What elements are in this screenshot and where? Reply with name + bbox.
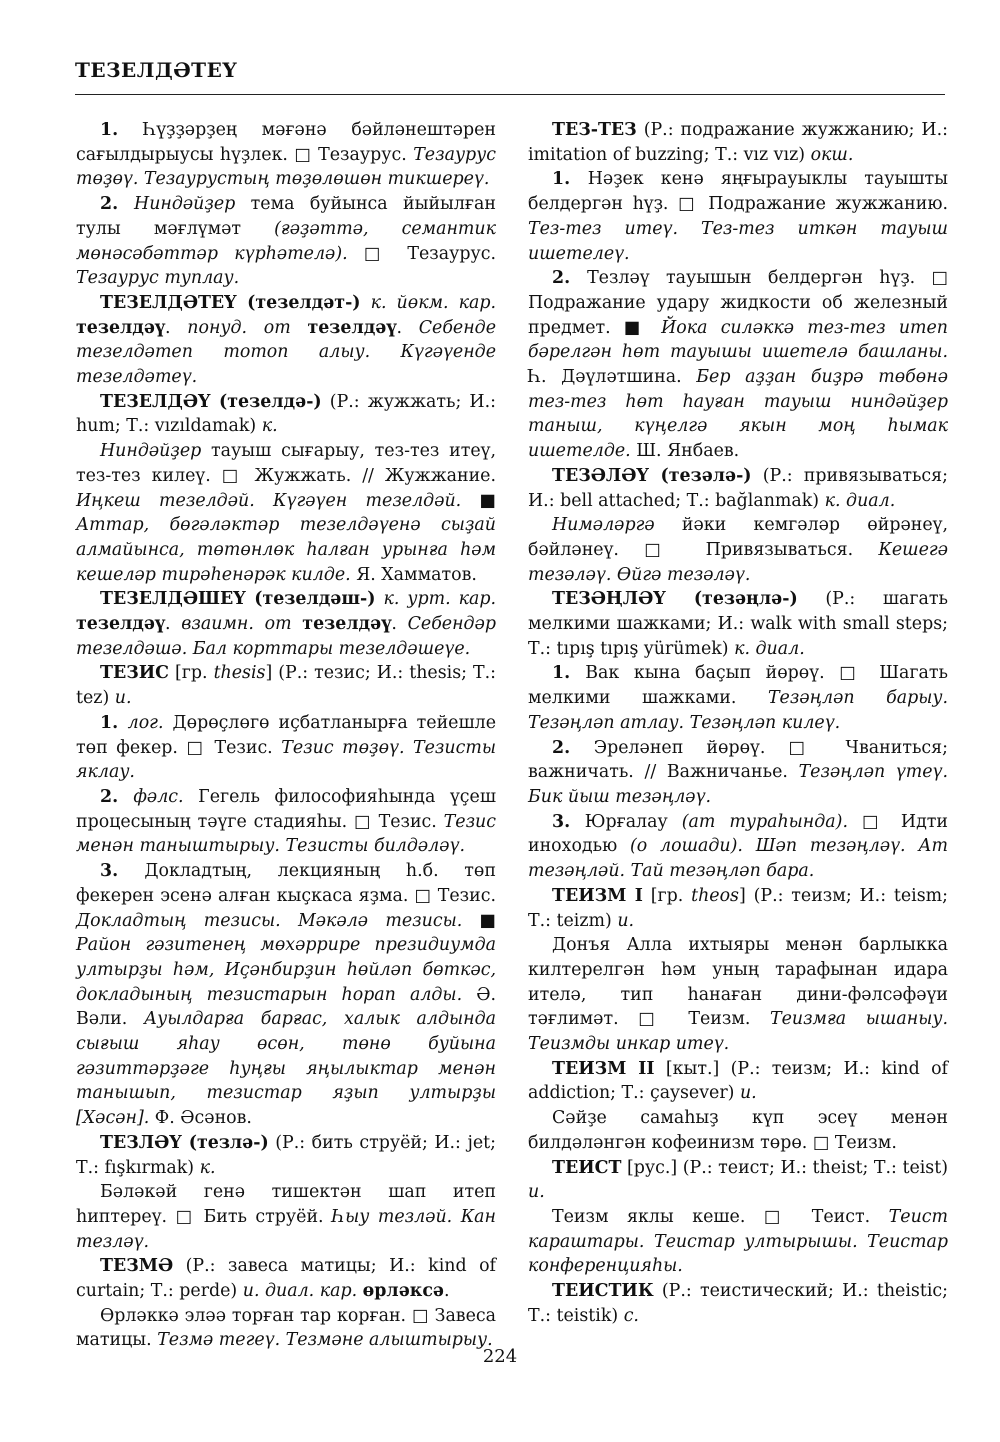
body-text: . (443, 1281, 450, 1302)
headword-text: ТЕЗЕЛДӘШЕҮ (тезелдәш-) (100, 589, 376, 610)
headword-text: ТЕЗ-ТЕЗ (552, 120, 637, 140)
body-text: (Р.: шагать мелкими шажками; И.: walk with small steps; Т.: tıpış tıpış yürümek) (528, 589, 948, 659)
dictionary-paragraph (528, 167, 948, 266)
body-text: ■ (462, 910, 496, 931)
italic-text: Бер аҙҙан биҙрә төбөнә тез-тез һөт һауған тауыш ниндәйҙер таныш, күңелгә якын моң һымак ишетелде. (528, 367, 949, 462)
body-text: Вак кына баҫып йөрөү. □ Шагать мелкими шажками. (528, 663, 948, 709)
dictionary-paragraph (76, 439, 496, 587)
body-text: . (165, 317, 188, 338)
body-text: Дөрөҫлөгө иҫбатланырға тейешле төп фекер. □ Тезис. (76, 712, 496, 758)
italic-text: и. (739, 1083, 757, 1104)
italic-text: фәлс. (133, 786, 184, 807)
italic-text: thesis (213, 663, 266, 684)
italic-text: (ғәҙәттә, семантик мөнәсәбәттәр күрһәтелә). (76, 218, 496, 264)
dictionary-paragraph (528, 587, 948, 661)
body-text: Һүҙҙәрҙең мәғәнә бәйләнештәрен сағылдырыусы һүҙлек. □ Тезаурус. (76, 120, 496, 165)
body-text: (Р.: подражание жужжанию; И.: imitation of buzzing; Т.: vız vız) (528, 120, 948, 165)
headword-text: ТЕЗЕЛДӘТЕҮ (тезелдәт-) (100, 292, 361, 313)
italic-text: Ниндәйҙер (100, 441, 202, 462)
dictionary-paragraph (528, 1205, 948, 1279)
body-text: [гр. (642, 885, 692, 906)
italic-text: Кешегә тезәләү. Өйгә тезәләү. (528, 539, 948, 585)
headword-text: ТЕЗӘҢЛӘҮ (тезәңлә-) (552, 589, 798, 610)
italic-text: Тезәңләп үтеү. Бик йыш тезәңләү. (528, 762, 948, 807)
headword-text: ТЕЗМӘ (100, 1256, 174, 1277)
headword-text: тезелдәү (76, 614, 166, 635)
dictionary-paragraph (528, 266, 948, 464)
headword-text: 2. (552, 737, 594, 758)
italic-text: лог. (127, 712, 164, 733)
body-text: [гр. (169, 663, 214, 684)
body-text: Теизм яклы кеше. □ Теист. (552, 1206, 889, 1227)
italic-text: Тезис менән таныштырыу. Тезисты билдәләү. (76, 811, 496, 857)
body-text: Өрләккә эләә торған тар корған. □ Завеса матицы. (76, 1305, 496, 1351)
header-rule (75, 94, 945, 95)
body-text: тема буйынса йыйылған тулы мәғлүмәт (76, 194, 496, 239)
body-text (743, 836, 756, 856)
dictionary-paragraph (528, 736, 948, 810)
body-text: [кыт.] (Р.: теизм; И.: kind of addiction; Т.: çaysever) (528, 1058, 948, 1104)
italic-text: к. йөкм. кар. (370, 292, 496, 313)
italic-text: к. диал. (824, 490, 896, 511)
italic-text: Тезаурус төҙөү. Тезаурустың төҙөлөшөн тикшереү. (76, 144, 496, 190)
headword-text: тезелдәү (302, 614, 392, 635)
italic-text: и. (617, 910, 635, 931)
body-text: . (391, 614, 408, 635)
body-text: тауыш сығарыу, тез-тез итеү, тез-тез килеү. □ Жужжать. // Жужжание. (76, 441, 496, 486)
dictionary-paragraph (76, 587, 496, 661)
dictionary-paragraph (76, 1254, 496, 1303)
dictionary-paragraph (76, 711, 496, 785)
dictionary-paragraph (76, 118, 496, 192)
dictionary-paragraph (528, 1106, 948, 1155)
headword-text: ТЕИЗМ I (552, 885, 643, 906)
dictionary-paragraph (528, 933, 948, 1057)
body-text: (Р.: жужжать; И.: hum; Т.: vızıldamak) (76, 391, 496, 437)
dictionary-paragraph (528, 810, 948, 884)
body-text (361, 293, 371, 313)
italic-text: Тезис төҙөү. Тезисты яклау. (76, 737, 497, 783)
italic-text: взаимн. от (181, 614, 292, 635)
italic-text: Шәп тезәңләү. Ат тезәңләй. Тай тезәңләп бара. (528, 836, 949, 882)
body-text: □ Идти иноходью (528, 811, 948, 857)
dictionary-paragraph (76, 1131, 496, 1180)
headword-text: ТЕИСТ (552, 1157, 622, 1178)
dictionary-paragraph (528, 513, 948, 587)
italic-text: (ат тураһында). (681, 811, 848, 832)
body-text: Донъя Алла ихтыяры менән барлыкка килтерелгән һәм уның тарафынан идара ителә, тип һанаған дини-фәлсәфәүи тәғлимәт. □ Теизм. (528, 935, 948, 1030)
left-column (76, 118, 496, 1353)
dictionary-paragraph (528, 884, 948, 933)
italic-text: Ниндәйҙер (134, 194, 236, 215)
body-text: (Р.: бить струёй; И.: jet; Т.: fışkırmak) (76, 1132, 496, 1178)
italic-text: Тезмә тегеү. Тезмәне алыштырыу. (157, 1330, 493, 1351)
body-text: (Р.: привязываться; И.: bell attached; Т.: bağlanmak) (528, 465, 948, 511)
italic-text: Ауылдарға барғас, халык алдында сығыш яһау өсөн, төнө буйына гәзиттәрҙәге һуңғы яңылыктар менән танышып, тезистар яҙып ултырҙы [Хәсән]. (76, 1009, 496, 1129)
italic-text: (о лошади). (630, 836, 743, 857)
body-text: Тезләү тауышын белдергән һүҙ. □ Подражание удару жидкости об железный предмет. ■ (528, 268, 948, 338)
italic-text: и. (528, 1182, 545, 1203)
body-text: ] (Р.: теизм; И.: teism; Т.: teizm) (528, 885, 948, 931)
italic-text: Докладтың тезисы. Мәкәлә тезисы. (76, 910, 463, 931)
dictionary-paragraph (528, 661, 948, 735)
headword-text: ТЕИЗМ II (552, 1058, 655, 1079)
body-text: ■ (461, 490, 496, 511)
body-text: Ф. Әсәнов. (149, 1108, 252, 1129)
body-text (292, 614, 303, 634)
page-number: 224 (482, 1346, 518, 1367)
headword-text: 2. (552, 268, 588, 289)
italic-text: Себенде тезелдәтеп тотоп алыу. Күгәүенде тезелдәтеү. (76, 317, 496, 388)
headword-text: 1. (552, 663, 586, 684)
body-text: [рус.] (Р.: теист; И.: theist; Т.: teist) (621, 1157, 948, 1178)
italic-text: с. (623, 1305, 639, 1326)
right-column (528, 118, 948, 1328)
italic-text: к. диал. (734, 638, 805, 659)
headword-text: тезелдәү (307, 317, 397, 338)
body-text: Докладтың, лекцияның һ.б. төп фекерен эсенә алған кыҫкаса яҙма. □ Тезис. (76, 861, 496, 906)
body-text: (Р.: завеса матицы; И.: kind of curtain; Т.: perde) (76, 1256, 496, 1302)
body-text: Гегель философияһында үҫеш процесының тәүге стадияһы. □ Тезис. (76, 786, 496, 832)
body-text: (Р.: теистический; И.: theistic; Т.: teistik) (528, 1281, 948, 1326)
running-head: ТЕЗЕЛДӘТЕҮ (75, 58, 238, 82)
dictionary-paragraph (76, 859, 496, 1131)
dictionary-paragraph (76, 661, 496, 710)
dictionary-paragraph (76, 785, 496, 859)
italic-text: Иңкеш тезелдәй. Күгәүен тезелдәй. (76, 490, 462, 511)
dictionary-paragraph (76, 291, 496, 390)
italic-text: Тез-тез итеү. Тез-тез иткән тауыш ишетелеү. (528, 218, 948, 264)
headword-text: ТЕЗИС (100, 663, 170, 684)
body-text: Юрғалау (584, 811, 682, 832)
italic-text: понуд. от (187, 317, 291, 338)
italic-text: Нимәләргә (552, 515, 655, 536)
body-text: □ Тезаурус. (347, 243, 496, 264)
italic-text: к. (199, 1157, 216, 1178)
body-text: Сәйҙе самаһыҙ күп эсеү менән билдәләнгән кофеинизм төрө. □ Теизм. (528, 1108, 948, 1153)
dictionary-paragraph (76, 192, 496, 291)
italic-text: и. диал. кар. (242, 1281, 358, 1302)
headword-text: өрләксә (362, 1281, 444, 1302)
headword-text: 1. (100, 712, 128, 733)
body-text: . (165, 614, 182, 635)
body-text: Һ. Дәүләтшина. (528, 367, 697, 388)
dictionary-paragraph (528, 1057, 948, 1106)
dictionary-paragraph (76, 1180, 496, 1254)
italic-text: Район гәзитенең мөхәррире президиумда ултырҙы һәм, Иҫәнбирҙин һөйләп бөткәс, докладының тезистарын һорап алды. (76, 935, 496, 1005)
italic-text: Йока силәккә тез-тез итеп бәрелгән һөт тауышы ишетелә башланы. (528, 317, 948, 363)
headword-text: ТЕЗЛӘҮ (тезлә-) (100, 1132, 269, 1153)
italic-text: окш. (810, 144, 854, 165)
italic-text: и. (114, 688, 132, 709)
headword-text: 2. (100, 194, 135, 215)
headword-text: 3. (100, 861, 145, 882)
body-text: йәки кемгәләр өйрәнеү, бәйләнеү. □ Привязываться. (528, 515, 948, 560)
italic-text: Һыу тезләй. Кан тезләү. (76, 1206, 496, 1252)
italic-text: к. (261, 416, 278, 437)
dictionary-paragraph (528, 1156, 948, 1205)
headword-text: ТЕЗЕЛДӘҮ (тезелдә-) (100, 391, 322, 412)
body-text (291, 318, 308, 338)
headword-text: тезелдәү (76, 317, 166, 338)
headword-text: 3. (552, 811, 585, 832)
body-text: Нәҙек кенә яңғырауыклы тауышты белдергән һүҙ. □ Подражание жужжанию. (528, 169, 948, 215)
dictionary-paragraph (528, 118, 948, 167)
italic-text: theos (691, 885, 739, 906)
italic-text: Тезаурус туплау. (76, 268, 240, 289)
italic-text: Теист караштары. Теистар ултырышы. Теистар конференцияһы. (528, 1206, 948, 1277)
body-text: . (396, 317, 419, 338)
dictionary-paragraph (528, 1279, 948, 1328)
body-text: Бәләкәй генә тишектән шап итеп һиптереү. □ Бить струёй. (76, 1182, 496, 1227)
headword-text: ТЕЗӘЛӘҮ (тезәлә-) (552, 465, 752, 486)
italic-text: Теизмға ышаныу. Теизмды инкар итеү. (528, 1009, 948, 1055)
headword-text: 1. (100, 120, 144, 140)
italic-text: Себендәр тезелдәшә. Бал корттары тезелдәшеүе. (76, 614, 496, 659)
italic-text: Тезәңләп барыу. Тезәңләп атлау. Тезәңләп килеү. (528, 688, 949, 733)
italic-text: к. урт. кар. (383, 589, 497, 610)
headword-text: ТЕИСТИК (552, 1281, 654, 1302)
body-text: Эреләнеп йөрөү. □ Чваниться; важничать. // Важничанье. (528, 737, 948, 783)
body-text: ] (Р.: тезис; И.: thesis; Т.: tez) (76, 663, 496, 709)
body-text: Я. Хамматов. (350, 564, 477, 585)
italic-text: Аттар, бөгәләктәр тезелдәүенә сыҙай алмайынса, төтөнлөк һалған урынға һәм кешеләр тирәһенәрәк килде. (76, 515, 496, 585)
dictionary-paragraph (76, 390, 496, 439)
headword-text: 2. (100, 786, 134, 807)
body-text: Ә. Вәли. (76, 984, 496, 1030)
dictionary-paragraph (528, 464, 948, 513)
body-text: Ш. Янбаев. (630, 441, 740, 462)
headword-text: 1. (552, 169, 588, 190)
